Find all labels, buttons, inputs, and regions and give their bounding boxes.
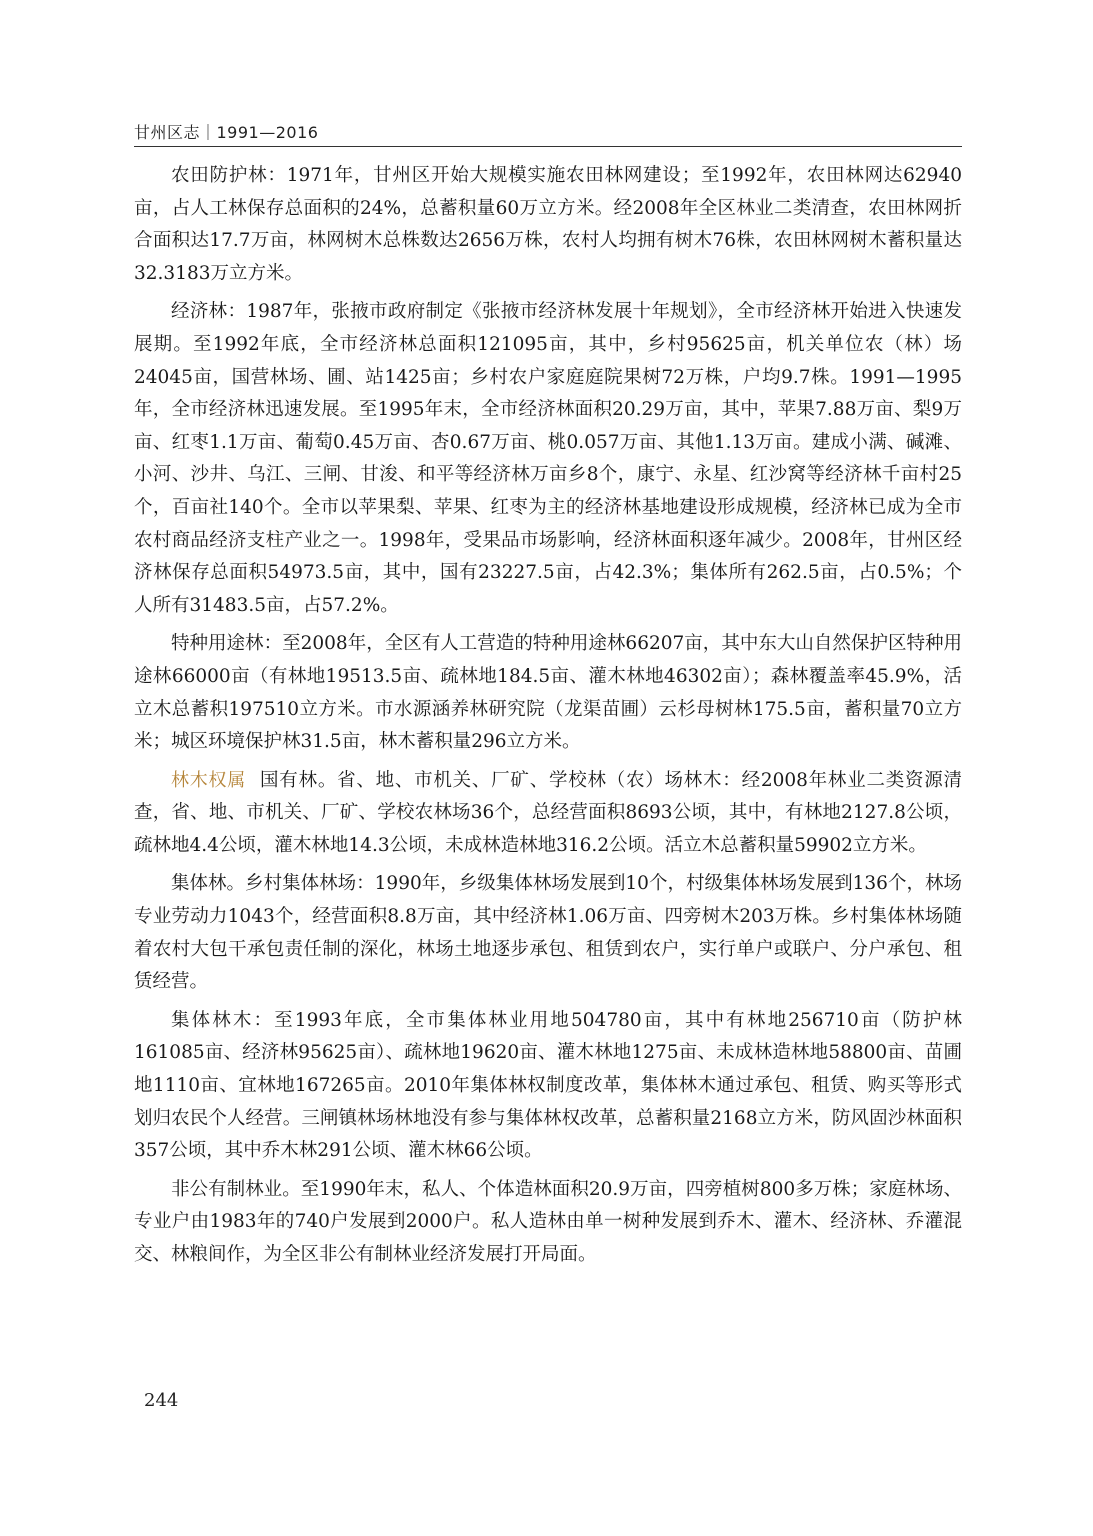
paragraph-text: 国有林。省、地、市机关、厂矿、学校林（农）场林木：经2008年林业二类资源清查，省、地、市机关、厂矿、学校农林场36个，总经营面积8693公顷，其中，有林地2127.8公顷，疏林地4.4公顷，灌木林地14.3公顷，未成林造林地316.2公顷。活立木总蓄积量59902立方米。 bbox=[134, 769, 962, 856]
paragraph-collective-forest bbox=[134, 868, 962, 998]
paragraph-text: 集体林。乡村集体林场：1990年，乡级集体林场发展到10个，村级集体林场发展到136个，林场专业劳动力1043个，经营面积8.8万亩，其中经济林1.06万亩、四旁树木203万株。乡村集体林场随着农村大包干承包责任制的深化，林场土地逐步承包、租赁到农户，实行单户或联户、分户承包、租赁经营。 bbox=[134, 873, 962, 993]
page-number: 244 bbox=[144, 1390, 179, 1411]
paragraph-text: 非公有制林业。至1990年末，私人、个体造林面积20.9万亩，四旁植树800多万株；家庭林场、专业户由1983年的740户发展到2000户。私人造林由单一树种发展到乔木、灌木、经济林、乔灌混交、林粮间作，为全区非公有制林业经济发展打开局面。 bbox=[134, 1178, 962, 1265]
paragraph-special-purpose-forest bbox=[134, 628, 962, 758]
paragraph-text: 经济林：1987年，张掖市政府制定《张掖市经济林发展十年规划》，全市经济林开始进入快速发展期。至1992年底，全市经济林总面积121095亩，其中，乡村95625亩，机关单位农（林）场24045亩，国营林场、圃、站1425亩；乡村农户家庭庭院果树72万株，户均9.7株。1991—1995年，全市经济林迅速发展。至1995年末，全市经济林面积20.29万亩，其中，苹果7.88万亩、梨9万亩、红枣1.1万亩、葡萄0.45万亩、杏0.67万亩、桃0.057万亩、其他1.13万亩。建成小满、碱滩、小河、沙井、乌江、三闸、甘浚、和平等经济林万亩乡8个，康宁、永星、红沙窝等经济林千亩村25个，百亩社140个。全市以苹果梨、苹果、红枣为主的经济林基地建设形成规模，经济林已成为全市农村商品经济支柱产业之一。1998年，受果品市场影响，经济林面积逐年减少。2008年，甘州区经济林保存总面积54973.5亩，其中，国有23227.5亩，占42.3%；集体所有262.5亩，占0.5%；个人所有31483.5亩，占57.2%。 bbox=[134, 301, 962, 616]
paragraph-non-public-forestry bbox=[134, 1174, 962, 1272]
paragraph-text: 集体林木：至1993年底，全市集体林业用地504780亩，其中有林地256710亩（防护林161085亩、经济林95625亩）、疏林地19620亩、灌木林地1275亩、未成林造林地58800亩、苗圃地1110亩、宜林地167265亩。2010年集体林权制度改革，集体林木通过承包、租赁、购买等形式划归农民个人经营。三闸镇林场林地没有参与集体林权改革，总蓄积量2168立方米，防风固沙林面积357公顷，其中乔木林291公顷、灌木林66公顷。 bbox=[134, 1009, 962, 1162]
running-header: 甘州区志｜1991—2016 bbox=[134, 123, 319, 142]
page-body bbox=[134, 160, 962, 1278]
paragraph-forest-ownership bbox=[134, 765, 962, 863]
paragraph-text: 特种用途林：至2008年，全区有人工营造的特种用途林66207亩，其中东大山自然保护区特种用途林66000亩（有林地19513.5亩、疏林地184.5亩、灌木林地46302亩）；森林覆盖率45.9%，活立木总蓄积197510立方米。市水源涵养林研究院（龙渠苗圃）云杉母树林175.5亩，蓄积量70立方米；城区环境保护林31.5亩，林木蓄积量296立方米。 bbox=[134, 633, 962, 753]
header-rule bbox=[134, 146, 962, 147]
paragraph-collective-trees bbox=[134, 1005, 962, 1168]
paragraph-text: 农田防护林：1971年，甘州区开始大规模实施农田林网建设；至1992年，农田林网达62940亩，占人工林保存总面积的24%，总蓄积量60万立方米。经2008年全区林业二类清查，农田林网折合面积达17.7万亩，林网树木总株数达2656万株，农村人均拥有树木76株，农田林网树木蓄积量达32.3183万立方米。 bbox=[134, 165, 962, 284]
section-heading: 林木权属 bbox=[171, 769, 247, 791]
paragraph-farmland-shelter-forest bbox=[134, 160, 962, 290]
paragraph-economic-forest bbox=[134, 296, 962, 622]
